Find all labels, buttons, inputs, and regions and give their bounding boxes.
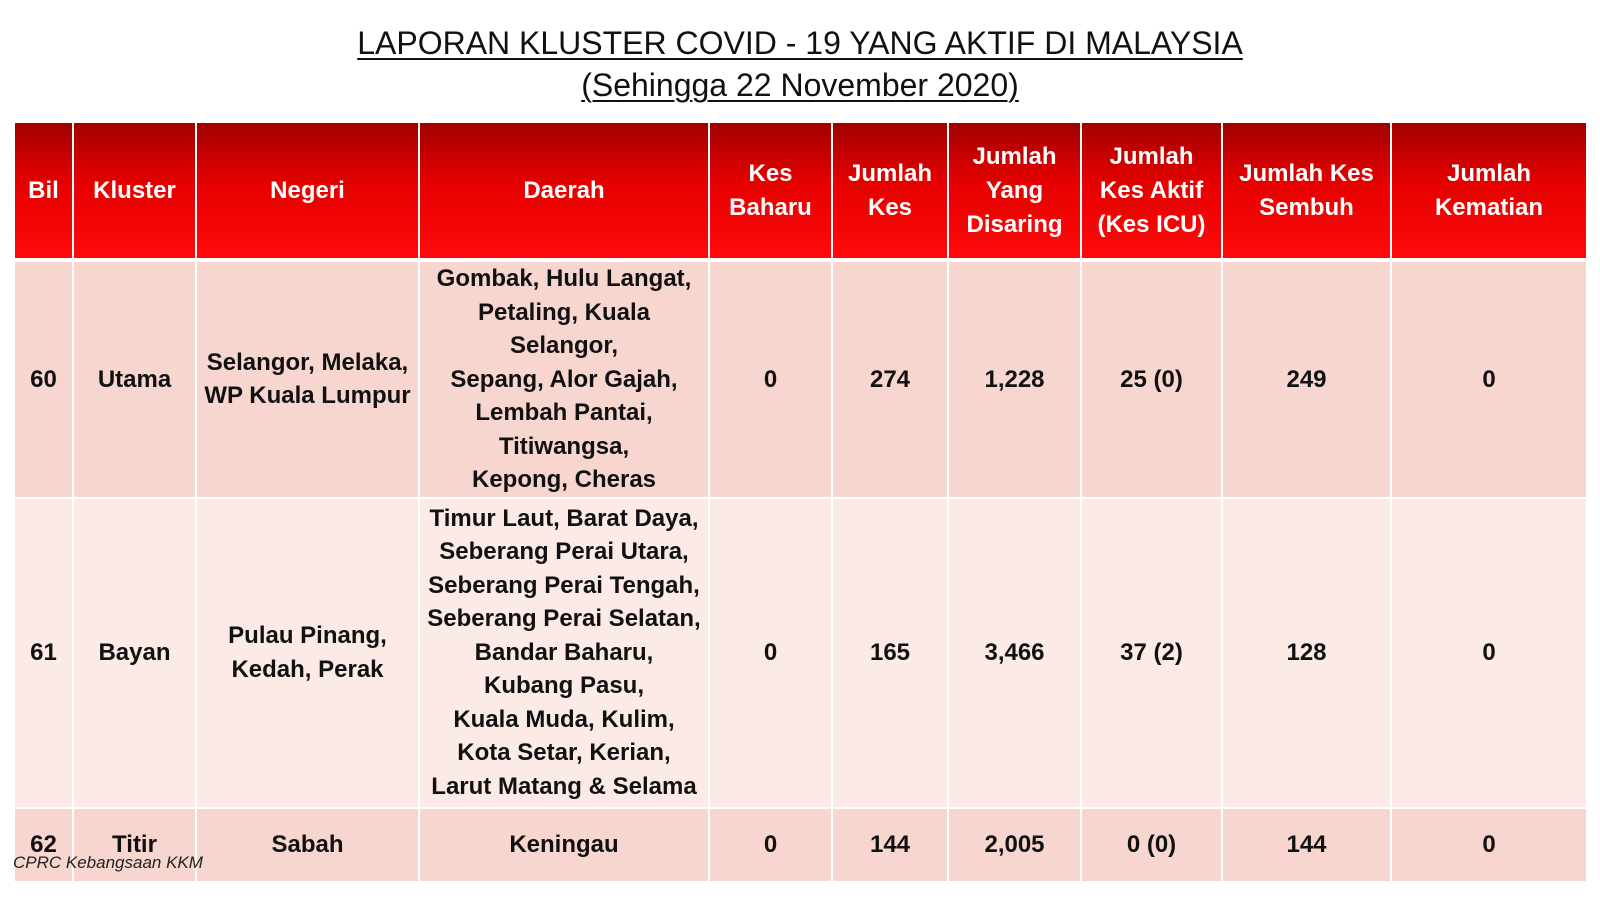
cell-daerah: Keningau (419, 808, 709, 882)
cell-jumlah-kematian: 0 (1391, 808, 1586, 882)
cell-jumlah-kes: 144 (832, 808, 948, 882)
cell-jumlah-disaring: 2,005 (948, 808, 1081, 882)
cell-jumlah-disaring: 1,228 (948, 260, 1081, 498)
cell-jumlah-kematian: 0 (1391, 260, 1586, 498)
table-row (15, 808, 1586, 882)
cluster-table-wrap (15, 123, 1586, 883)
report-title-line1: LAPORAN KLUSTER COVID - 19 YANG AKTIF DI MALAYSIA (357, 25, 1243, 61)
cell-jumlah-aktif: 37 (2) (1081, 498, 1222, 808)
cell-negeri: Pulau Pinang, Kedah, Perak (196, 498, 419, 808)
table-row (15, 260, 1586, 498)
cell-jumlah-sembuh: 249 (1222, 260, 1391, 498)
header-kluster: Kluster (73, 123, 196, 260)
cell-kes-baharu: 0 (709, 498, 832, 808)
cell-daerah: Timur Laut, Barat Daya, Seberang Perai Utara, Seberang Perai Tengah, Seberang Perai Selatan, Bandar Baharu, Kubang Pasu, Kuala Muda, Kulim, Kota Setar, Kerian, Larut Matang & Selama (419, 498, 709, 808)
header-jumlah-aktif: Jumlah Kes Aktif (Kes ICU) (1081, 123, 1222, 260)
source-footnote: CPRC Kebangsaan KKM (13, 853, 203, 872)
report-title (0, 22, 1600, 106)
cell-bil: 60 (15, 260, 73, 498)
cell-bil: 61 (15, 498, 73, 808)
header-jumlah-kematian: Jumlah Kematian (1391, 123, 1586, 260)
cell-negeri: Selangor, Melaka, WP Kuala Lumpur (196, 260, 419, 498)
cell-jumlah-sembuh: 128 (1222, 498, 1391, 808)
cluster-table (15, 123, 1586, 883)
report-title-line2: (Sehingga 22 November 2020) (581, 67, 1019, 103)
header-jumlah-disaring: Jumlah Yang Disaring (948, 123, 1081, 260)
cell-kes-baharu: 0 (709, 808, 832, 882)
cell-jumlah-disaring: 3,466 (948, 498, 1081, 808)
cell-daerah: Gombak, Hulu Langat, Petaling, Kuala Selangor, Sepang, Alor Gajah, Lembah Pantai, Titiwangsa, Kepong, Cheras (419, 260, 709, 498)
cell-jumlah-aktif: 25 (0) (1081, 260, 1222, 498)
header-daerah: Daerah (419, 123, 709, 260)
header-negeri: Negeri (196, 123, 419, 260)
header-bil: Bil (15, 123, 73, 260)
cell-bil: 62 (15, 808, 73, 882)
cell-jumlah-kes: 274 (832, 260, 948, 498)
header-jumlah-sembuh: Jumlah Kes Sembuh (1222, 123, 1391, 260)
header-kes-baharu: Kes Baharu (709, 123, 832, 260)
table-row (15, 498, 1586, 808)
cell-kluster: Bayan (73, 498, 196, 808)
cell-negeri: Sabah (196, 808, 419, 882)
header-jumlah-kes: Jumlah Kes (832, 123, 948, 260)
cell-jumlah-aktif: 0 (0) (1081, 808, 1222, 882)
cell-jumlah-kematian: 0 (1391, 498, 1586, 808)
cell-jumlah-sembuh: 144 (1222, 808, 1391, 882)
table-header-row (15, 123, 1586, 260)
cell-kluster: Utama (73, 260, 196, 498)
cell-kluster: Titir (73, 808, 196, 882)
cell-kes-baharu: 0 (709, 260, 832, 498)
cell-jumlah-kes: 165 (832, 498, 948, 808)
